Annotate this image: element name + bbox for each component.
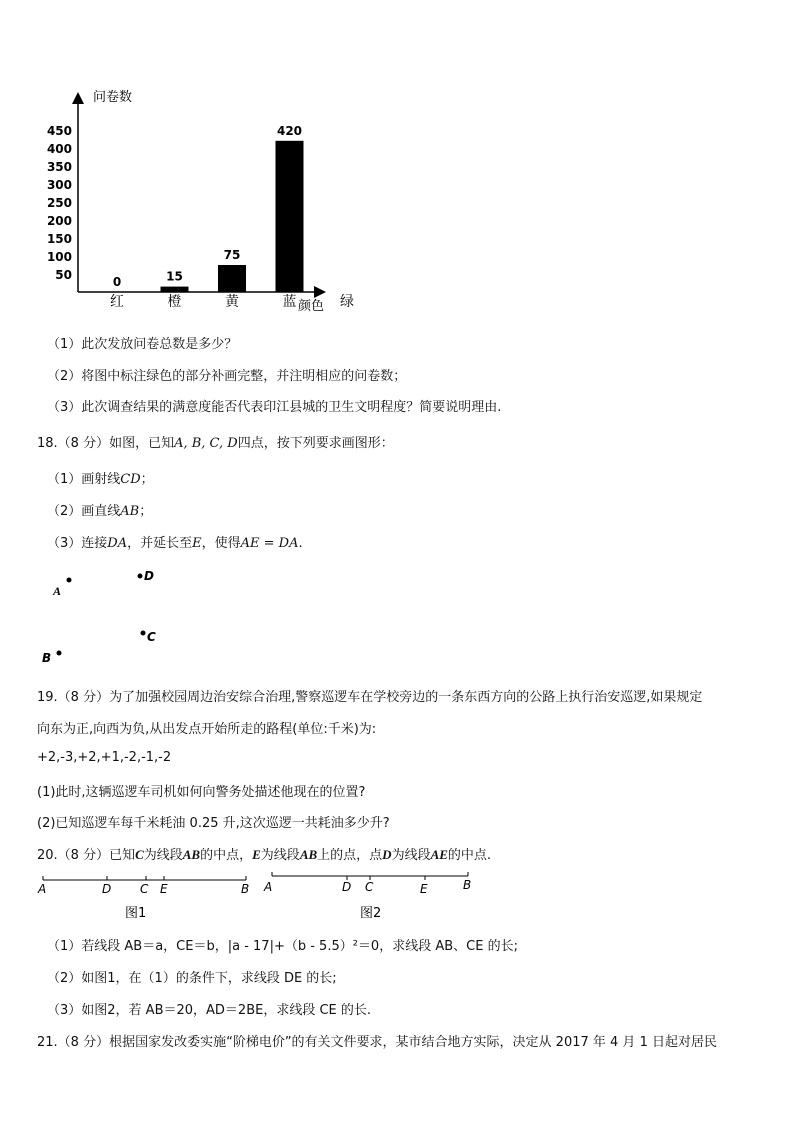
q17-sub3: （3）此次调查结果的满意度能否代表印江县城的卫生文明程度？简要说明理由. — [47, 400, 502, 415]
q18-rest: 四点，按下列要求画图形： — [237, 436, 394, 451]
q20-figures — [0, 866, 500, 926]
q18-sub1-text: （1）画射线 — [47, 472, 121, 487]
y-tick-label: 300 — [46, 178, 72, 192]
fig1-label-a: A — [38, 882, 47, 896]
point-a-dot — [67, 578, 72, 583]
q17-sub1: （1）此次发放问卷总数是多少？ — [47, 337, 238, 352]
q20-math-ab2: AB — [299, 847, 318, 862]
fig1-label-c: C — [140, 882, 149, 896]
q18-sub1 — [47, 468, 154, 487]
q18-sub1-math: CD — [120, 472, 141, 487]
q19-data: +2,-3,+2,+1,-2,-1,-2 — [37, 750, 172, 765]
bar-value-label: 0 — [112, 275, 122, 289]
q18-sub3-end: . — [298, 536, 303, 551]
y-tick-label: 50 — [55, 268, 72, 282]
q18-sub3 — [47, 532, 303, 551]
q18-sub2-text: （2）画直线 — [47, 504, 121, 519]
bar-value-label: 75 — [223, 248, 241, 262]
q20-math-ab: AB — [182, 847, 201, 862]
bar-chart — [0, 0, 354, 320]
bar — [161, 287, 189, 292]
point-d-dot — [138, 574, 143, 579]
q20-text-g: 为线段 — [260, 848, 300, 863]
q18-sub1-end: ； — [140, 472, 154, 487]
point-b-dot — [57, 651, 62, 656]
q18-sub3-text-a: （3）连接 — [47, 536, 108, 551]
x-category-label: 红 — [110, 294, 124, 310]
fig1-label-d: D — [102, 882, 112, 896]
q20-sub3: （3）如图2，若 AB＝20，AD＝2BE，求线段 CE 的长. — [47, 1003, 372, 1018]
fig2-label-c: C — [365, 880, 374, 894]
q20-math-e: E — [252, 847, 261, 862]
q20-stem — [37, 844, 491, 863]
y-tick-label: 450 — [46, 124, 72, 138]
figure-1 — [37, 876, 249, 921]
q20-math-d: D — [382, 847, 392, 862]
bar — [218, 265, 246, 292]
q20-text-k: 为线段 — [391, 848, 431, 863]
q20-sub2: （2）如图1，在（1）的条件下，求线段 DE 的长; — [47, 971, 337, 986]
q18-sub3-math-eq: AE = DA — [240, 536, 299, 551]
point-c-label: C — [147, 630, 156, 644]
q18-num: 18.（8 分）如图，已知 — [37, 436, 175, 451]
q18-sub3-math-e: E — [192, 536, 202, 551]
y-tick-label: 200 — [46, 214, 72, 228]
q18-sub3-math-da: DA — [107, 536, 128, 551]
fig1-label-e: E — [160, 882, 168, 896]
bar-value-label: 420 — [276, 123, 303, 138]
x-category-label: 蓝 — [282, 294, 297, 310]
y-tick-label: 100 — [46, 250, 72, 264]
fig1-label-b: B — [241, 882, 250, 896]
q19-line2: 向东为正,向西为负,从出发点开始所走的路程(单位:千米)为: — [37, 722, 377, 737]
q19-sub2: (2)已知巡逻车每千米耗油 0.25 升,这次巡逻一共耗油多少升? — [37, 816, 390, 831]
fig2-label-e: E — [420, 882, 428, 896]
q20-sub1: （1）若线段 AB＝a，CE＝b，|a - 17|+（b - 5.5）²＝0，求线段 AB、CE 的长; — [47, 939, 518, 954]
bar-value-label: 15 — [166, 269, 183, 284]
x-category-label: 黄 — [225, 294, 239, 310]
q18-sub3-text-b: ，并延长至 — [127, 536, 193, 551]
q20-text-m: 的中点. — [447, 848, 492, 863]
q20-text-c: 为线段 — [143, 848, 183, 863]
bar — [276, 141, 304, 292]
point-d-label: D — [144, 569, 154, 583]
y-tick-label: 400 — [46, 142, 72, 156]
y-tick-label: 350 — [46, 160, 72, 174]
y-axis-label: 问卷数 — [93, 90, 133, 105]
q18-points: A, B, C, D — [174, 436, 238, 451]
fig2-caption: 图2 — [360, 906, 382, 921]
q18-sub2-math: AB — [120, 504, 140, 519]
q18-stem — [37, 432, 394, 451]
q18-points-figure — [30, 565, 170, 675]
q20-math-ae: AE — [430, 847, 448, 862]
fig1-caption: 图1 — [125, 906, 147, 921]
q19-sub1: (1)此时,这辆巡逻车司机如何向警务处描述他现在的位置? — [37, 785, 366, 800]
q17-sub2: （2）将图中标注绿色的部分补画完整，并注明相应的问卷数； — [47, 369, 407, 384]
x-axis-label: 颜色 — [298, 299, 325, 314]
q21-line1: 21.（8 分）根据国家发改委实施“阶梯电价”的有关文件要求，某市结合地方实际，决定从 2017 年 4 月 1 日起对居民 — [37, 1035, 717, 1050]
x-category-label: 绿 — [340, 294, 354, 310]
fig2-label-d: D — [342, 880, 352, 894]
point-b-label: B — [42, 651, 52, 665]
q20-text-i: 上的点，点 — [317, 848, 383, 863]
fig2-label-b: B — [463, 878, 472, 892]
q20-text-a: 20.（8 分）已知 — [37, 848, 136, 863]
fig2-label-a: A — [264, 880, 273, 894]
x-category-label: 橙 — [167, 294, 182, 310]
q19-line1: 19.（8 分）为了加强校园周边治安综合治理,警察巡逻车在学校旁边的一条东西方向的公路上执行治安巡逻,如果规定 — [37, 690, 703, 705]
y-tick-label: 250 — [46, 196, 72, 210]
q20-math-c: C — [135, 847, 144, 862]
figure-2 — [263, 872, 471, 921]
q18-sub2 — [47, 500, 152, 519]
q18-sub2-end: ； — [139, 504, 153, 519]
point-c-dot — [141, 631, 146, 636]
q18-sub3-text-c: ，使得 — [201, 536, 241, 551]
y-tick-label: 150 — [46, 232, 72, 246]
point-a-label: A — [53, 584, 62, 598]
q20-text-e: 的中点， — [200, 848, 253, 863]
